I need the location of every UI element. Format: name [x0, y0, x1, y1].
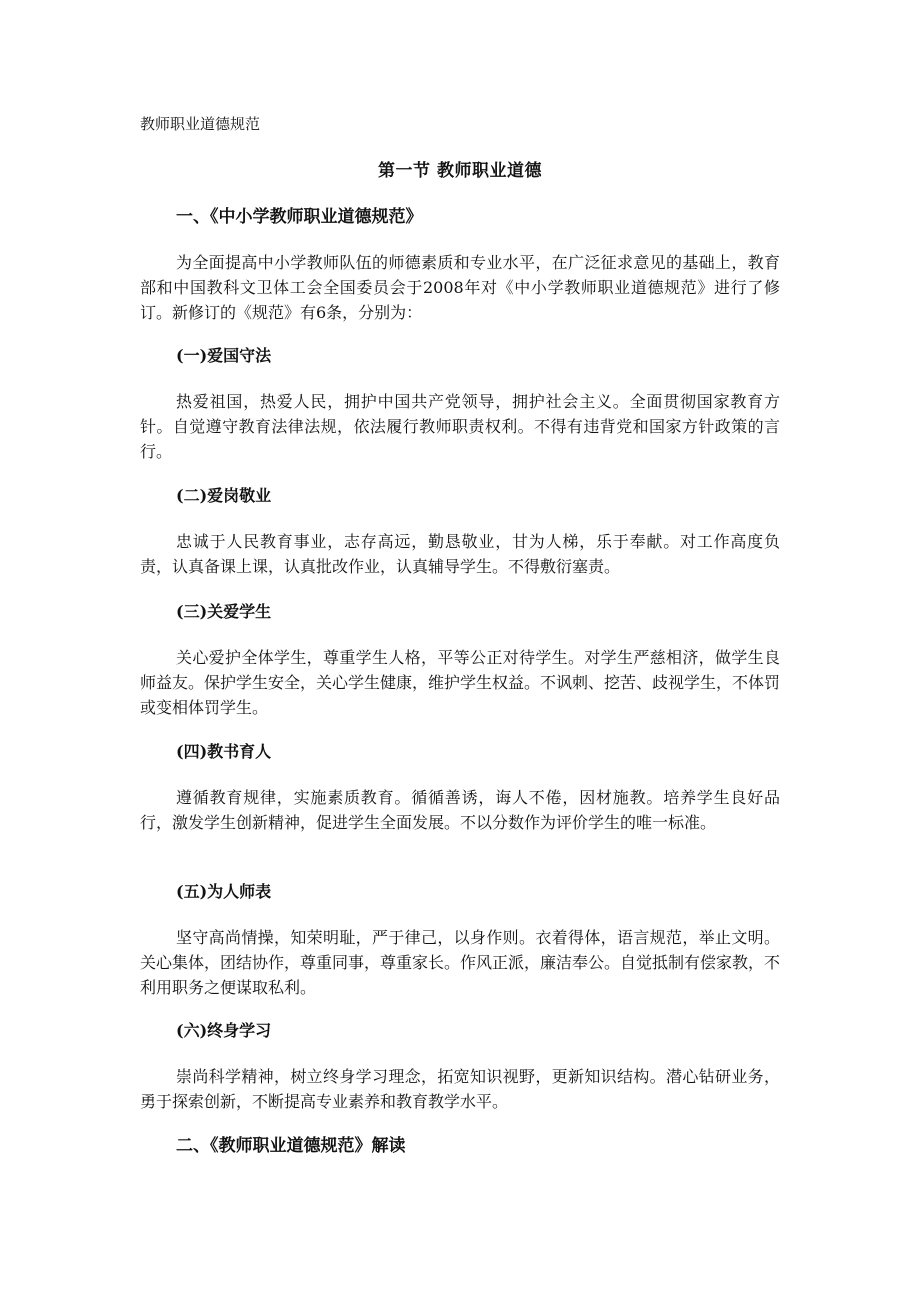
- item-text-dedication: 忠诚于人民教育事业，志存高远，勤恳敬业，甘为人梯，乐于奉献。对工作高度负责，认真备课上课，认真批改作业，认真辅导学生。不得敷衍塞责。: [140, 532, 780, 576]
- item-text-patriotism: 热爱祖国，热爱人民，拥护中国共产党领导，拥护社会主义。全面贯彻国家教育方针。自觉遵守教育法律法规，依法履行教师职责权利。不得有违背党和国家方针政策的言行。: [140, 392, 780, 461]
- document-label: 教师职业道德规范: [140, 115, 261, 133]
- intro-paragraph: 为全面提高中小学教师队伍的师德素质和专业水平，在广泛征求意见的基础上，教育部和中国教科文卫体工会全国委员会于2008年对《中小学教师职业道德规范》进行了修订。新修订的《规范》有6条，分别为：: [140, 253, 780, 322]
- section-title: 第一节 教师职业道德: [378, 161, 542, 181]
- item-title-care-students: (三)关爱学生: [176, 602, 272, 621]
- item-title-lifelong-learning: (六)终身学习: [176, 1021, 272, 1040]
- item-title-role-model: (五)为人师表: [176, 882, 272, 901]
- item-title-patriotism: (一)爱国守法: [176, 346, 272, 365]
- item-title-teaching: (四)教书育人: [176, 742, 272, 761]
- heading-interpretation: 二、《教师职业道德规范》解读: [176, 1136, 406, 1156]
- heading-code-of-ethics: 一、《中小学教师职业道德规范》: [176, 207, 423, 227]
- item-text-care-students: 关心爱护全体学生，尊重学生人格，平等公正对待学生。对学生严慈相济，做学生良师益友。保护学生安全，关心学生健康，维护学生权益。不讽刺、挖苦、歧视学生，不体罚或变相体罚学生。: [140, 648, 781, 717]
- item-text-role-model: 坚守高尚情操，知荣明耻，严于律己，以身作则。衣着得体，语言规范，举止文明。关心集体，团结协作，尊重同事，尊重家长。作风正派，廉洁奉公。自觉抵制有偿家教，不利用职务之便谋取私利。: [140, 928, 781, 997]
- item-text-teaching: 遵循教育规律，实施素质教育。循循善诱，诲人不倦，因材施教。培养学生良好品行，激发学生创新精神，促进学生全面发展。不以分数作为评价学生的唯一标准。: [140, 788, 780, 832]
- item-title-dedication: (二)爱岗敬业: [176, 486, 272, 505]
- item-text-lifelong-learning: 崇尚科学精神，树立终身学习理念，拓宽知识视野，更新知识结构。潜心钻研业务，勇于探索创新，不断提高专业素养和教育教学水平。: [140, 1067, 780, 1111]
